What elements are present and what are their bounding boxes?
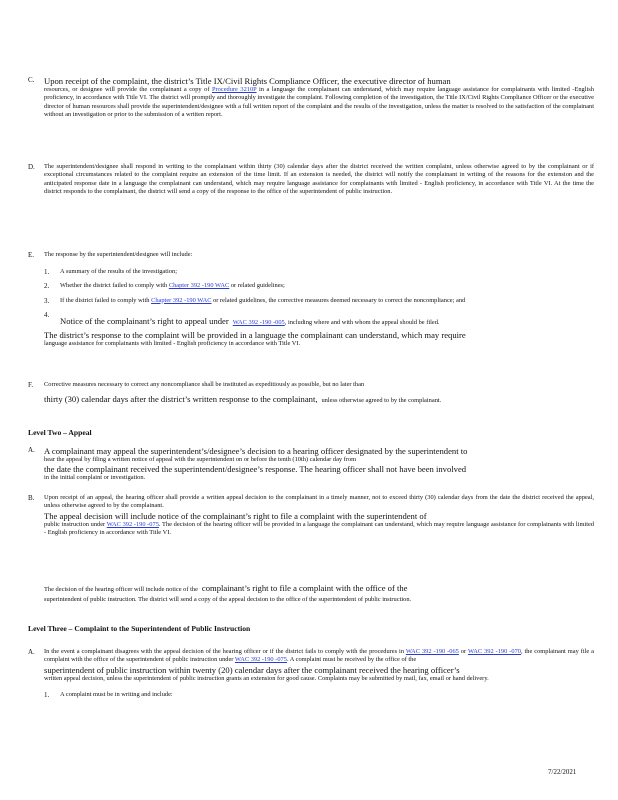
section-d (28, 163, 594, 197)
list-item: 4. Notice of the complainant’s right to appeal under WAC 392 -190 -005, including where and with whom the appeal should be filed. (44, 311, 440, 327)
procedure-link[interactable]: Procedure 3210P (211, 86, 257, 93)
section-c (28, 76, 594, 120)
wac-link[interactable]: Chapter 392 -190 WAC (151, 296, 212, 304)
section-marker: F. (28, 381, 34, 389)
language-notice: The district’s response to the complaint will be provided in a language the complainant can understand, which may require (44, 330, 466, 341)
section-d-body: The superintendent/designee shall respond in writing to the complainant within thirty (30) calendar days after the district received the written complaint, unless otherwise agreed to by the complainant or if exceptional circumstances related to the complaint require an extension of the time limit. If an extension is needed, the district will notify the complainant in writing of the reasons for the extension and the anticipated response date in a language the complainant can understand, which may require language assistance for complainants with limited - English proficiency, in accordance with Title VI. At the time the district responds to the complainant, the district will send a copy of the response to the office of the superintendent of public instruction. (44, 163, 594, 196)
wac-link[interactable]: WAC 392 -190 -065 (405, 648, 459, 655)
section-marker: A. (28, 648, 35, 656)
wac-link[interactable]: Chapter 392 -190 WAC (168, 282, 230, 290)
list-item: 1. A summary of the results of the investigation; (44, 267, 177, 276)
section-marker: C. (28, 76, 35, 84)
wac-link[interactable]: WAC 392 -190 -075 (234, 656, 287, 664)
list-item: 1. A complaint must be in writing and include: (44, 691, 173, 700)
section-marker: B. (28, 494, 35, 502)
section-e-intro: The response by the superintendent/designee will include: (44, 251, 193, 258)
level-three-heading: Level Three – Complaint to the Superintendent of Public Instruction (28, 624, 251, 633)
level-two-c: The decision of the hearing officer will include notice of the complainant’s right to file a complaint with the office of the superintendent of public instruction. The district will send a copy of the appeal decision to the office of the superintendent of public instruction. (44, 583, 412, 603)
wac-link[interactable]: WAC 392 -190 -005 (232, 319, 285, 327)
section-e: E. The response by the superintendent/designee will include: 1. A summary of the results of the investigation; 2. Whether the district failed to comply with Chapter 392 -190 WAC or related guidelines; 3. If the district failed to comply with Chapter 392 -190 WAC or related guidelines, the corrective measures deemed necessary to correct the noncompliance; and 4. Notice of the complainant’s right to appeal under WAC 392 -190 -005, including where and with whom the appeal should be filed. The district’s response to the complaint will be provided in a language the complainant can understand, which may require language assistance for complainants with limited - English proficiency in accordance with Title VI. (28, 251, 594, 349)
section-marker: E. (28, 251, 35, 259)
section-e-list (44, 268, 594, 330)
list-item: 3. If the district failed to comply with Chapter 392 -190 WAC or related guidelines, the corrective measures deemed necessary to correct the noncompliance; and (44, 296, 466, 305)
wac-link[interactable]: WAC 392 -190 -075 (106, 520, 159, 528)
section-marker: D. (28, 163, 35, 171)
wac-link[interactable]: WAC 392 -190 -070 (467, 648, 521, 655)
level-two-b: B. Upon receipt of an appeal, the hearing officer shall provide a written appeal decision to the complainant in a timely manner, not to exceed thirty (30) calendar days from the date the district received the appeal, unless otherwise agreed to by the complainant. The appeal decision will include notice of the complainant’s right to file a complaint with the superintendent of public instruction under WAC 392 -190 -075. The decision of the hearing officer will be provided in a language the complainant can understand, which may require language assistance for complainants with limited - English proficiency in accordance with Title VI. (28, 494, 594, 537)
section-marker: A. (28, 446, 35, 454)
section-c-body: resources, or designee will provide the complainant a copy of Procedure 3210P in a language the complainant can understand, which may require language assistance for complainants with limited -English proficiency, in accordance with Title VI. The district will promptly and thoroughly investigate the complaint. Following completion of the investigation, the Title IX/Civil Rights Compliance Officer or the executive director of human resources shall provide the superintendent/designee with a full written report of the complaint and the results of the investigation, unless the matter is resolved to the satisfaction of the complainant without an investigation or prior to the submission of a written report. (44, 86, 594, 119)
level-two-heading: Level Two – Appeal (28, 428, 92, 437)
level-three-a: A. In the event a complainant disagrees with the appeal decision of the hearing officer or if the district fails to comply with the procedures in WAC 392 -190 -065 or WAC 392 -190 -070, the complainant may file a complaint with the office of the superintendent of public instruction under WAC 392 -190 -075. A complaint must be received by the office of the superintendent of public instruction within twenty (20) calendar days after the complainant received the hearing officer’s written appeal decision, unless the superintendent of public instruction grants an extension for good cause. Complaints may be submitted by mail, fax, email or hand delivery. 1. A complaint must be in writing and include: (28, 648, 594, 700)
footer-date: 7/22/2021 (548, 768, 577, 776)
list-item: 2. Whether the district failed to comply with Chapter 392 -190 WAC or related guidelines; (44, 282, 285, 291)
level-two-a: A. A complainant may appeal the superintendent’s/designee’s decision to a hearing officer designated by the superintendent to hear the appeal by filing a written notice of appeal with the superintendent on or before the tenth (10th) calendar day from the date the complainant received the superintendent/designee’s response. The hearing officer shall not have been involved in the initial complaint or investigation. (28, 446, 468, 482)
section-f: F. Corrective measures necessary to correct any noncompliance shall be instituted as expeditiously as possible, but no later than thirty (30) calendar days after the district’s written response to the complainant, unless otherwise agreed to by the complainant. (28, 381, 442, 405)
section-c-lead: Upon receipt of the complaint, the district’s Title IX/Civil Rights Compliance Officer, the executive director of human (44, 76, 451, 86)
